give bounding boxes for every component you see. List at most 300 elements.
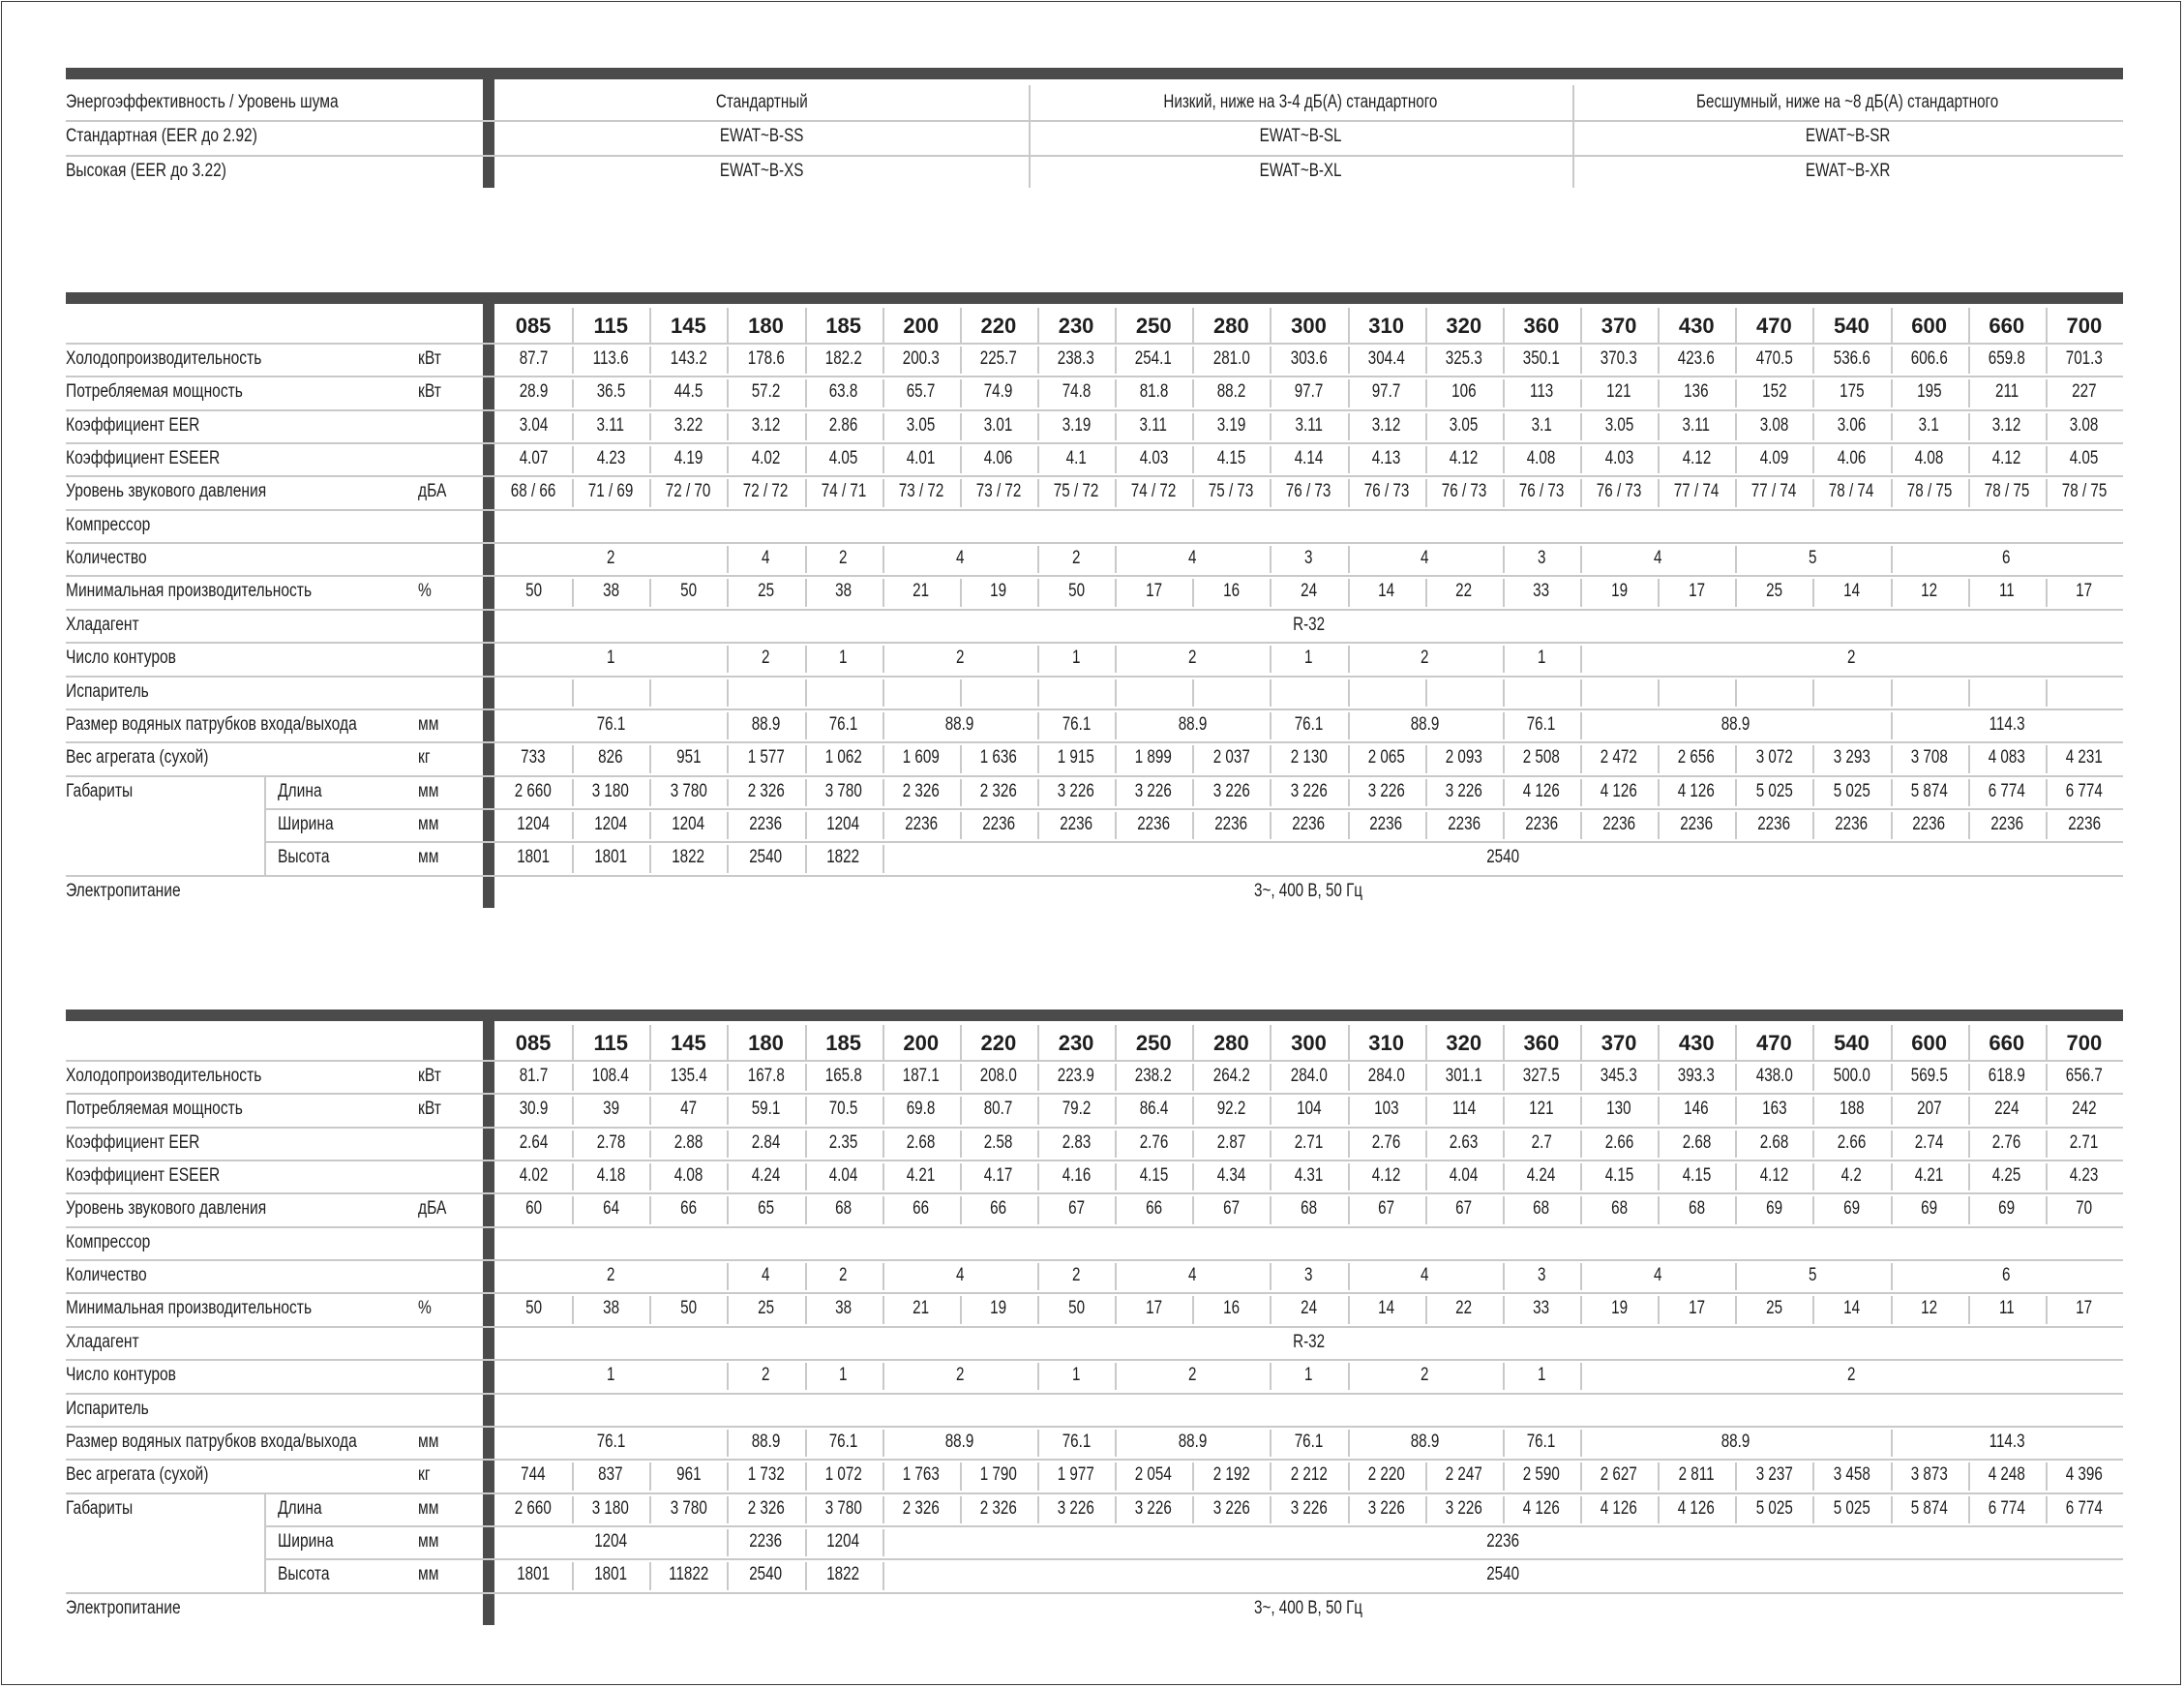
model-header <box>1270 1025 1347 1062</box>
data-cell <box>1115 376 1192 408</box>
data-cell-text: 2 065 <box>1367 747 1405 769</box>
data-cell <box>1270 1292 1347 1325</box>
column-divider <box>883 845 884 872</box>
data-cell <box>649 1060 727 1093</box>
model-header <box>1891 1025 1968 1062</box>
model-header <box>1115 308 1192 345</box>
data-cell-text: 50 <box>524 1298 542 1319</box>
data-cell-text: 3.1 <box>1531 414 1552 436</box>
column-divider <box>572 1562 574 1589</box>
column-divider <box>1891 379 1893 407</box>
model-header <box>1115 1025 1192 1062</box>
data-cell <box>649 1127 727 1160</box>
row-label: Хладагент <box>66 614 139 635</box>
column-divider <box>1503 479 1505 506</box>
data-cell <box>1348 1160 1425 1192</box>
column-divider <box>1812 1064 1814 1091</box>
data-cell <box>883 1093 960 1126</box>
data-cell-text: 19 <box>990 1298 1007 1319</box>
data-cell <box>1270 1492 1347 1525</box>
column-divider <box>1192 308 1194 343</box>
data-cell <box>2046 1093 2123 1126</box>
data-cell <box>1270 775 1347 808</box>
data-cell-text: 2 472 <box>1601 747 1638 769</box>
data-cell <box>883 1060 960 1093</box>
column-divider <box>727 745 729 772</box>
column-divider <box>1270 1196 1272 1223</box>
data-cell <box>1192 1459 1270 1492</box>
data-cell-text: 3.11 <box>1295 414 1323 436</box>
column-divider <box>1891 779 1893 806</box>
data-cell <box>1503 475 1580 508</box>
column-divider <box>1270 308 1272 343</box>
model-header-text: 600 <box>1911 1031 1947 1055</box>
data-cell-text: 569.5 <box>1910 1066 1948 1086</box>
data-cell-text: 4.04 <box>828 1165 858 1187</box>
data-cell <box>1348 808 1425 841</box>
data-cell <box>1580 409 1658 442</box>
model-header-text: 145 <box>670 314 706 338</box>
model-header <box>2046 1025 2123 1062</box>
data-cell-text: 3 780 <box>824 780 862 801</box>
data-cell <box>649 343 727 376</box>
data-cell <box>1503 409 1580 442</box>
model-header-text: 250 <box>1135 314 1172 338</box>
column-divider <box>883 1064 884 1091</box>
column-divider <box>960 479 962 506</box>
data-cell-text: 88.9 <box>945 1431 974 1452</box>
data-cell-text: 4 <box>1188 1265 1197 1286</box>
data-cell <box>1891 1459 1968 1492</box>
data-cell <box>649 841 727 874</box>
column-divider <box>1270 1462 1272 1490</box>
column-divider <box>1812 308 1814 343</box>
column-divider <box>1270 1097 1272 1124</box>
data-cell <box>805 1558 883 1591</box>
data-cell <box>2046 343 2123 376</box>
data-cell <box>1192 1093 1270 1126</box>
data-cell <box>727 1060 804 1093</box>
row-label: Уровень звукового давления <box>66 1198 267 1220</box>
data-cell-text: 104 <box>1296 1099 1322 1120</box>
model-header-text: 180 <box>748 1031 784 1055</box>
data-cell-text: 1 577 <box>747 747 785 769</box>
data-cell-text: 143.2 <box>670 348 707 369</box>
data-cell-text: 69 <box>1921 1198 1938 1220</box>
data-cell <box>494 1060 572 1093</box>
row-unit: мм <box>418 713 439 735</box>
data-cell <box>1891 741 1968 774</box>
data-cell <box>727 841 804 874</box>
data-cell-text: 4 083 <box>1988 747 2025 769</box>
column-divider <box>1425 1462 1427 1490</box>
data-cell-text: 225.7 <box>979 348 1017 369</box>
data-cell <box>1891 808 1968 841</box>
column-divider <box>1348 679 1350 707</box>
data-cell <box>2046 741 2123 774</box>
data-cell-text: 345.3 <box>1601 1066 1638 1086</box>
data-cell-text: 3.11 <box>1682 414 1711 436</box>
data-cell-text: 3 <box>1304 548 1313 569</box>
column-divider <box>1735 579 1737 606</box>
data-cell-text: 1 <box>1071 1365 1081 1386</box>
model-header <box>1348 308 1425 345</box>
data-cell <box>1503 708 1580 741</box>
data-cell-text: 12 <box>1921 1298 1938 1319</box>
data-cell-text: 167.8 <box>747 1066 785 1086</box>
data-cell-text: 3 226 <box>1445 780 1482 801</box>
column-divider <box>1115 1163 1117 1191</box>
legend-column-1-text: Низкий, ниже на 3-4 дБ(А) стандартного <box>1163 92 1438 112</box>
column-divider <box>1503 1430 1505 1457</box>
column-divider <box>1115 347 1117 374</box>
data-cell-text: 4.34 <box>1216 1165 1246 1187</box>
column-divider <box>1580 1296 1582 1323</box>
data-cell-text: 69 <box>1843 1198 1860 1220</box>
column-divider <box>805 446 807 473</box>
data-cell <box>1192 775 1270 808</box>
data-cell-text: 4.06 <box>984 448 1013 469</box>
column-divider <box>883 1163 884 1191</box>
column-divider <box>264 1525 266 1558</box>
column-divider <box>649 1097 651 1124</box>
data-cell <box>805 1127 883 1160</box>
column-divider <box>727 479 729 506</box>
column-divider <box>1968 446 1970 473</box>
column-divider <box>649 1130 651 1158</box>
column-divider <box>1192 1025 1194 1060</box>
data-cell-text: 68 <box>1688 1198 1705 1220</box>
data-cell <box>1348 775 1425 808</box>
column-divider <box>1425 1496 1427 1523</box>
legend-value-text: EWAT~B-SR <box>1805 126 1891 146</box>
data-cell <box>883 1359 1037 1392</box>
data-cell-text: 188 <box>1839 1099 1865 1120</box>
column-divider <box>1968 1496 1970 1523</box>
data-cell <box>960 1459 1037 1492</box>
data-cell-text: 108.4 <box>592 1066 630 1086</box>
model-header-text: 700 <box>2066 1031 2103 1055</box>
column-divider <box>1503 446 1505 473</box>
data-cell-text: 4.12 <box>1759 1165 1789 1187</box>
data-cell <box>883 808 960 841</box>
column-divider <box>727 1263 729 1290</box>
row-label: Потребляемая мощность <box>66 381 243 403</box>
model-header-text: 180 <box>748 314 784 338</box>
data-cell <box>1891 343 1968 376</box>
data-cell-text: 86.4 <box>1139 1099 1169 1120</box>
data-cell <box>1658 475 1735 508</box>
data-cell <box>1115 1359 1270 1392</box>
column-divider <box>1891 546 1893 573</box>
data-cell-text: 2 656 <box>1678 747 1716 769</box>
column-divider <box>1968 1130 1970 1158</box>
data-cell <box>1037 775 1115 808</box>
column-divider <box>572 1025 574 1060</box>
data-cell <box>1037 1426 1115 1459</box>
row-label: Вес агрегата (сухой) <box>66 1464 209 1486</box>
legend-value-text: EWAT~B-XR <box>1805 161 1891 181</box>
data-cell-text: 4.15 <box>1682 1165 1712 1187</box>
data-cell <box>1192 1060 1270 1093</box>
data-cell <box>2046 775 2123 808</box>
data-cell <box>1503 1127 1580 1160</box>
column-divider <box>883 646 884 673</box>
data-cell-text: 77 / 74 <box>1751 481 1797 502</box>
column-divider <box>1348 1130 1350 1158</box>
data-cell-text: 4.23 <box>596 448 626 469</box>
column-divider <box>883 347 884 374</box>
column-divider <box>1270 413 1272 440</box>
column-divider <box>883 379 884 407</box>
row-label: Минимальная производительность <box>66 1298 313 1319</box>
data-cell-text: 3 226 <box>1290 780 1328 801</box>
data-cell-text: 3 780 <box>670 1497 707 1519</box>
data-cell-text: 2540 <box>1485 1564 1519 1585</box>
data-cell <box>1425 1292 1503 1325</box>
data-cell <box>883 642 1037 675</box>
data-cell-text: 76 / 73 <box>1596 481 1642 502</box>
model-header-text: 220 <box>980 1031 1017 1055</box>
column-divider <box>727 1562 729 1589</box>
column-divider <box>805 779 807 806</box>
data-cell <box>1270 1160 1347 1192</box>
column-divider <box>805 1462 807 1490</box>
legend-value-text: EWAT~B-XS <box>719 161 804 181</box>
legend-value <box>1572 120 2123 153</box>
column-divider <box>960 812 962 839</box>
data-cell <box>883 708 1037 741</box>
data-cell <box>1891 1127 1968 1160</box>
data-cell-text: 69.8 <box>906 1099 936 1120</box>
data-cell-text: 146 <box>1684 1099 1709 1120</box>
model-header <box>649 308 727 345</box>
model-header <box>572 308 649 345</box>
data-cell-text: 2236 <box>1757 813 1791 834</box>
data-cell <box>1270 376 1347 408</box>
data-cell-text: 656.7 <box>2065 1066 2103 1086</box>
column-divider <box>1812 379 1814 407</box>
column-divider <box>727 546 729 573</box>
data-cell <box>727 1292 804 1325</box>
data-cell-text: 1 <box>1304 648 1313 669</box>
column-divider <box>572 446 574 473</box>
data-cell <box>1812 1292 1890 1325</box>
column-divider <box>805 1296 807 1323</box>
legend-value-text: EWAT~B-SS <box>719 126 804 146</box>
column-divider <box>1115 1064 1117 1091</box>
row-label: Число контуров <box>66 648 176 669</box>
column-divider <box>1580 1462 1582 1490</box>
column-divider <box>727 1025 729 1060</box>
data-cell-text: 4 <box>1421 1265 1429 1286</box>
model-header-text: 310 <box>1368 1031 1404 1055</box>
model-header <box>1735 308 1812 345</box>
data-cell-text: 2.63 <box>1449 1131 1479 1153</box>
data-cell-text: 3 <box>1537 1265 1546 1286</box>
data-cell <box>1658 775 1735 808</box>
row-unit: дБА <box>418 1198 447 1220</box>
column-divider <box>1891 579 1893 606</box>
data-cell <box>1580 1292 1658 1325</box>
column-divider <box>805 712 807 739</box>
row-unit: мм <box>418 813 439 834</box>
data-cell-text: 33 <box>1533 581 1550 602</box>
data-cell-text: 3 <box>1304 1265 1313 1286</box>
row-sublabel: Длина <box>278 780 322 801</box>
data-cell <box>494 1459 572 1492</box>
column-divider <box>1270 1025 1272 1060</box>
data-cell <box>2046 1292 2123 1325</box>
model-header-text: 220 <box>980 314 1017 338</box>
data-cell <box>1658 1459 1735 1492</box>
data-cell <box>1192 741 1270 774</box>
data-cell <box>2046 1160 2123 1192</box>
data-cell <box>1735 376 1812 408</box>
column-divider <box>2046 479 2048 506</box>
data-cell <box>1037 1359 1115 1392</box>
data-cell-text: 2 054 <box>1135 1464 1173 1486</box>
data-cell-text: 5 <box>1809 1265 1817 1286</box>
data-cell <box>1735 575 1812 608</box>
data-cell <box>572 741 649 774</box>
column-divider <box>727 1430 729 1457</box>
data-cell <box>1348 1127 1425 1160</box>
data-cell-text: 68 <box>1301 1198 1317 1220</box>
data-cell <box>1580 708 1891 741</box>
legend-separator <box>483 68 494 188</box>
column-divider <box>572 1296 574 1323</box>
data-cell <box>960 475 1037 508</box>
data-cell <box>1812 1060 1890 1093</box>
column-divider <box>1503 1263 1505 1290</box>
column-divider <box>1348 745 1350 772</box>
data-cell <box>494 808 572 841</box>
data-cell-text: 36.5 <box>596 381 626 403</box>
column-divider <box>1658 679 1660 707</box>
column-divider <box>1270 579 1272 606</box>
column-divider <box>1270 546 1272 573</box>
data-cell <box>1580 442 1658 475</box>
data-cell <box>805 542 883 575</box>
column-divider <box>1891 1296 1893 1323</box>
column-divider <box>1037 579 1039 606</box>
row-unit: мм <box>418 780 439 801</box>
data-cell <box>2046 808 2123 841</box>
column-divider <box>1425 1064 1427 1091</box>
data-cell-text: 195 <box>1916 381 1942 403</box>
data-cell-text: 2 <box>1421 1365 1429 1386</box>
data-cell-text: 4.18 <box>596 1165 626 1187</box>
data-cell-text: 4.12 <box>1371 1165 1401 1187</box>
data-cell <box>1503 1160 1580 1192</box>
column-divider <box>1348 308 1350 343</box>
column-divider <box>1348 1296 1350 1323</box>
data-cell-text: 2 326 <box>902 780 940 801</box>
data-cell-text: 4.12 <box>1682 448 1712 469</box>
data-cell-text: 2.71 <box>2070 1131 2099 1153</box>
data-cell <box>1425 343 1503 376</box>
data-cell-text: 3 226 <box>1367 780 1405 801</box>
data-cell-text: 19 <box>990 581 1007 602</box>
data-cell <box>1735 1093 1812 1126</box>
data-cell-text: 301.1 <box>1445 1066 1482 1086</box>
model-header-text: 115 <box>593 314 628 338</box>
data-cell <box>805 1259 883 1292</box>
column-divider <box>1270 1064 1272 1091</box>
column-divider <box>727 679 729 707</box>
data-cell-text: 211 <box>1994 381 2019 403</box>
column-divider <box>883 1130 884 1158</box>
data-cell-text: 4.17 <box>984 1165 1013 1187</box>
data-cell <box>1115 442 1192 475</box>
model-header-text: 280 <box>1212 314 1249 338</box>
row-label: Холодопроизводительность <box>66 1066 262 1086</box>
column-divider <box>1348 347 1350 374</box>
column-divider <box>883 1263 884 1290</box>
column-divider <box>805 1363 807 1390</box>
column-divider <box>572 1064 574 1091</box>
column-divider <box>1192 679 1194 707</box>
column-divider <box>883 1363 884 1390</box>
column-divider <box>1270 1163 1272 1191</box>
data-cell-text: 4.13 <box>1371 448 1401 469</box>
model-header <box>1037 1025 1115 1062</box>
column-divider <box>1580 1163 1582 1191</box>
data-cell <box>883 542 1037 575</box>
column-divider <box>649 1163 651 1191</box>
column-divider <box>1115 1196 1117 1223</box>
column-divider <box>1037 1430 1039 1457</box>
data-cell-text: 284.0 <box>1367 1066 1405 1086</box>
column-divider <box>1037 1097 1039 1124</box>
data-cell <box>727 1558 804 1591</box>
row-unit: мм <box>418 1497 439 1519</box>
column-divider <box>1968 579 1970 606</box>
legend-value-text: EWAT~B-SL <box>1259 126 1342 146</box>
column-divider <box>1270 1263 1272 1290</box>
data-cell <box>883 475 960 508</box>
data-cell <box>1270 542 1347 575</box>
column-divider <box>1192 779 1194 806</box>
column-divider <box>805 1064 807 1091</box>
data-cell <box>2046 1060 2123 1093</box>
column-divider <box>883 779 884 806</box>
column-divider <box>1891 1025 1893 1060</box>
data-cell <box>1891 575 1968 608</box>
data-cell <box>960 741 1037 774</box>
column-divider <box>1580 546 1582 573</box>
data-cell-text: 2 192 <box>1212 1464 1250 1486</box>
data-cell <box>1115 1492 1192 1525</box>
data-cell <box>1735 775 1812 808</box>
column-divider <box>1812 479 1814 506</box>
data-cell <box>1580 1127 1658 1160</box>
row-divider <box>66 509 2123 511</box>
column-divider <box>1192 1130 1194 1158</box>
column-divider <box>2046 1097 2048 1124</box>
row-sublabel: Высота <box>278 847 330 868</box>
column-divider <box>2046 308 2048 343</box>
column-divider <box>1503 745 1505 772</box>
data-cell <box>805 475 883 508</box>
data-cell-text: 114 <box>1451 1099 1476 1120</box>
data-cell-text: 2 <box>1847 1365 1856 1386</box>
data-cell-text: 4 <box>955 1265 965 1286</box>
model-header <box>649 1025 727 1062</box>
column-divider <box>805 546 807 573</box>
data-cell-text: 3.08 <box>2070 414 2099 436</box>
